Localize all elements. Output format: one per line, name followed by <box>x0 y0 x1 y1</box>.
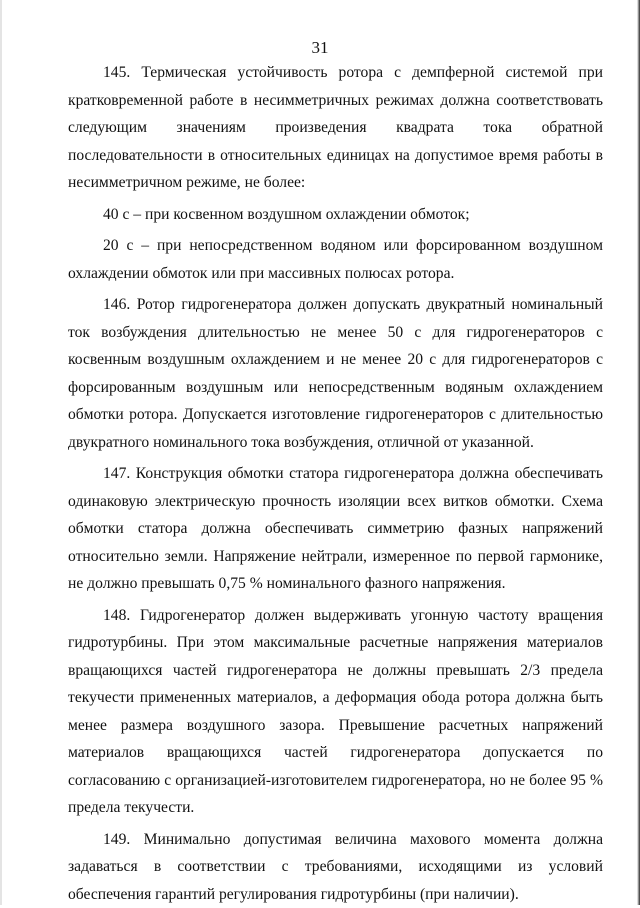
paragraph-145-item-40s: 40 с – при косвенном воздушном охлаждении обмоток; <box>68 201 603 229</box>
page-number: 31 <box>0 38 640 58</box>
scan-left-edge <box>0 0 2 905</box>
paragraph-145: 145. Термическая устойчивость ротора с демпферной системой при кратковременной работе в несимметричных режимах должна соответствовать следующим значениям произведения квадрата тока обратной последовательности в относительных единицах на допустимое время работы в несимметричном режиме, не более: <box>68 59 603 197</box>
paragraph-148: 148. Гидрогенератор должен выдерживать угонную частоту вращения гидротурбины. При этом максимальные расчетные напряжения материалов вращающихся частей гидрогенератора не должны превышать 2/3 предела текучести примененных материалов, а деформация обода ротора должна быть менее размера воздушного зазора. Превышение расчетных напряжений материалов вращающихся частей гидрогенератора допускается по согласованию с организацией-изготовителем гидрогенератора, но не более 95 % предела текучести. <box>68 602 603 822</box>
paragraph-146: 146. Ротор гидрогенератора должен допускать двукратный номинальный ток возбуждения длительностью не менее 50 с для гидрогенераторов с косвенным воздушным охлаждением и не менее 20 с для гидрогенераторов с форсированным воздушным или непосредственным водяным охлаждением обмотки ротора. Допускается изготовление гидрогенераторов с длительностью двукратного номинального тока возбуждения, отличной от указанной. <box>68 291 603 456</box>
paragraph-147: 147. Конструкция обмотки статора гидрогенератора должна обеспечивать одинаковую электрическую прочность изоляции всех витков обмотки. Схема обмотки статора должна обеспечивать симметрию фазных напряжений относительно земли. Напряжение нейтрали, измеренное по первой гармонике, не должно превышать 0,75 % номинального фазного напряжения. <box>68 460 603 598</box>
document-body <box>68 59 603 908</box>
paragraph-149: 149. Минимально допустимая величина махового момента должна задаваться в соответствии с требованиями, исходящими из условий обеспечения гарантий регулирования гидротурбины (при наличии). <box>68 826 603 908</box>
paragraph-145-item-20s: 20 с – при непосредственном водяном или форсированном воздушном охлаждении обмоток или при массивных полюсах ротора. <box>68 232 603 287</box>
